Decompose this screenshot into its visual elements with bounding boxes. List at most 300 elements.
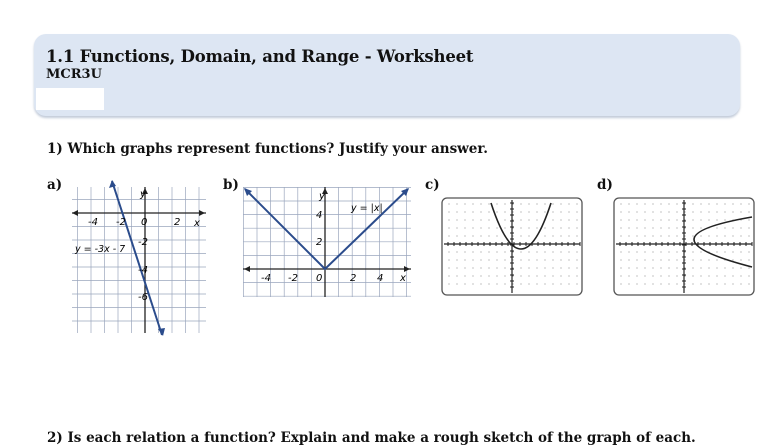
grid-dot — [544, 275, 545, 276]
grid-dot — [504, 211, 505, 212]
grid-dot — [504, 227, 505, 228]
grid-dot — [488, 267, 489, 268]
grid-dot — [620, 227, 621, 228]
grid-dot — [732, 283, 733, 284]
grid-dot — [464, 227, 465, 228]
grid-dot — [528, 251, 529, 252]
grid-dot — [724, 251, 725, 252]
grid-dot — [740, 251, 741, 252]
grid-dot — [708, 203, 709, 204]
grid-dot — [576, 203, 577, 204]
grid-dot — [544, 211, 545, 212]
grid-dot — [700, 211, 701, 212]
grid-dot — [456, 203, 457, 204]
grid-dot — [748, 283, 749, 284]
worksheet-title: 1.1 Functions, Domain, and Range - Worksheet — [46, 47, 474, 66]
grid-dot — [660, 211, 661, 212]
grid-dot — [628, 259, 629, 260]
grid-dot — [676, 259, 677, 260]
grid-dot — [560, 283, 561, 284]
grid-dot — [472, 251, 473, 252]
grid-dot — [660, 235, 661, 236]
part-d-label: d) — [597, 177, 613, 193]
grid-dot — [504, 203, 505, 204]
grid-dot — [668, 219, 669, 220]
grid-dot — [520, 219, 521, 220]
grid-dot — [456, 283, 457, 284]
grid-dot — [636, 275, 637, 276]
grid-dot — [576, 211, 577, 212]
grid-dot — [644, 259, 645, 260]
grid-dot — [552, 235, 553, 236]
grid-dot — [628, 283, 629, 284]
grid-dot — [668, 203, 669, 204]
grid-dot — [732, 227, 733, 228]
grid-dot — [528, 267, 529, 268]
grid-dot — [676, 251, 677, 252]
grid-dot — [724, 219, 725, 220]
grid-dot — [552, 275, 553, 276]
grid-dot — [472, 219, 473, 220]
grid-dot — [488, 235, 489, 236]
grid-dot — [568, 267, 569, 268]
grid-dot — [700, 259, 701, 260]
grid-dot — [716, 259, 717, 260]
grid-dot — [676, 219, 677, 220]
name-field-box — [36, 88, 104, 110]
grid-dot — [748, 259, 749, 260]
grid-dot — [652, 227, 653, 228]
grid-dot — [472, 203, 473, 204]
tick-label: 2 — [174, 217, 181, 228]
grid-dot — [464, 283, 465, 284]
grid-dot — [464, 219, 465, 220]
grid-dot — [716, 203, 717, 204]
grid-dot — [560, 235, 561, 236]
course-code: MCR3U — [46, 67, 102, 82]
header-banner — [34, 34, 740, 116]
grid-dot — [652, 203, 653, 204]
grid-dot — [472, 211, 473, 212]
grid-dot — [568, 211, 569, 212]
grid-dot — [748, 227, 749, 228]
grid-dot — [700, 251, 701, 252]
grid-dot — [448, 251, 449, 252]
grid-dot — [708, 235, 709, 236]
grid-dot — [496, 235, 497, 236]
grid-dot — [644, 283, 645, 284]
grid-dot — [620, 235, 621, 236]
grid-dot — [528, 227, 529, 228]
grid-dot — [692, 259, 693, 260]
grid-dot — [488, 251, 489, 252]
grid-dot — [576, 227, 577, 228]
grid-dot — [676, 203, 677, 204]
grid-dot — [472, 283, 473, 284]
tick-label: -2 — [288, 273, 298, 284]
grid-dot — [620, 267, 621, 268]
grid-dot — [552, 251, 553, 252]
grid-dot — [724, 235, 725, 236]
grid-dot — [560, 227, 561, 228]
grid-dot — [472, 235, 473, 236]
grid-dot — [676, 235, 677, 236]
grid-dot — [628, 267, 629, 268]
grid-dot — [700, 283, 701, 284]
grid-dot — [748, 203, 749, 204]
question-1: 1) Which graphs represent functions? Justify your answer. — [47, 141, 488, 157]
grid-dot — [628, 275, 629, 276]
grid-dot — [544, 251, 545, 252]
part-b-label: b) — [223, 177, 239, 193]
grid-dot — [480, 267, 481, 268]
grid-dot — [700, 203, 701, 204]
grid-dot — [636, 259, 637, 260]
grid-dot — [652, 259, 653, 260]
grid-dot — [668, 275, 669, 276]
grid-dot — [456, 227, 457, 228]
grid-dot — [652, 211, 653, 212]
grid-dot — [552, 211, 553, 212]
grid-dot — [724, 227, 725, 228]
grid-dot — [620, 219, 621, 220]
graph-d — [613, 197, 755, 296]
grid-dot — [740, 211, 741, 212]
grid-dot — [520, 227, 521, 228]
grid-dot — [660, 227, 661, 228]
grid-dot — [536, 251, 537, 252]
grid-dot — [708, 267, 709, 268]
grid-dot — [456, 235, 457, 236]
grid-dot — [692, 267, 693, 268]
grid-dot — [504, 283, 505, 284]
grid-dot — [576, 275, 577, 276]
grid-dot — [644, 267, 645, 268]
grid-dot — [668, 211, 669, 212]
grid-dot — [732, 211, 733, 212]
grid-dot — [740, 227, 741, 228]
y-axis-label: y — [319, 191, 325, 202]
grid-dot — [520, 211, 521, 212]
grid-dot — [448, 203, 449, 204]
grid-dot — [472, 275, 473, 276]
grid-dot — [708, 275, 709, 276]
grid-dot — [644, 219, 645, 220]
grid-dot — [708, 211, 709, 212]
grid-dot — [708, 283, 709, 284]
grid-dot — [660, 203, 661, 204]
grid-dot — [480, 259, 481, 260]
grid-dot — [652, 275, 653, 276]
grid-dot — [448, 235, 449, 236]
grid-dot — [732, 267, 733, 268]
grid-dot — [724, 283, 725, 284]
grid-dot — [676, 283, 677, 284]
grid-dot — [552, 259, 553, 260]
graph-b — [243, 187, 411, 297]
grid-dot — [716, 283, 717, 284]
grid-dot — [488, 275, 489, 276]
grid-dot — [456, 211, 457, 212]
tick-label: -2 — [116, 217, 126, 228]
grid-dot — [724, 275, 725, 276]
grid-dot — [620, 203, 621, 204]
grid-dot — [668, 227, 669, 228]
grid-dot — [716, 227, 717, 228]
grid-dot — [552, 219, 553, 220]
grid-dot — [692, 203, 693, 204]
grid-dot — [700, 219, 701, 220]
grid-dot — [480, 211, 481, 212]
grid-dot — [480, 283, 481, 284]
tick-label: -6 — [138, 292, 148, 303]
grid-dot — [636, 267, 637, 268]
grid-dot — [568, 275, 569, 276]
grid-dot — [568, 219, 569, 220]
equation-label: y = |x| — [351, 203, 383, 214]
grid-dot — [544, 267, 545, 268]
grid-dot — [644, 203, 645, 204]
grid-dot — [504, 275, 505, 276]
grid-dot — [568, 251, 569, 252]
grid-dot — [504, 267, 505, 268]
grid-dot — [668, 259, 669, 260]
grid-dot — [488, 203, 489, 204]
grid-dot — [700, 275, 701, 276]
grid-dot — [488, 219, 489, 220]
grid-dot — [488, 259, 489, 260]
grid-dot — [628, 227, 629, 228]
grid-dot — [472, 259, 473, 260]
grid-dot — [644, 211, 645, 212]
grid-dot — [472, 267, 473, 268]
grid-dot — [528, 259, 529, 260]
grid-dot — [620, 283, 621, 284]
grid-dot — [724, 267, 725, 268]
grid-dot — [748, 275, 749, 276]
grid-dot — [536, 259, 537, 260]
grid-dot — [748, 211, 749, 212]
grid-dot — [732, 251, 733, 252]
grid-dot — [552, 203, 553, 204]
tick-label: -4 — [261, 273, 271, 284]
grid-dot — [520, 267, 521, 268]
grid-dot — [496, 203, 497, 204]
grid-dot — [652, 251, 653, 252]
grid-dot — [576, 259, 577, 260]
grid-dot — [520, 283, 521, 284]
grid-dot — [528, 275, 529, 276]
x-axis-label: x — [194, 218, 200, 229]
grid-dot — [652, 267, 653, 268]
tick-label: 0 — [316, 273, 323, 284]
grid-dot — [448, 283, 449, 284]
grid-dot — [456, 219, 457, 220]
grid-dot — [652, 235, 653, 236]
grid-dot — [528, 203, 529, 204]
grid-dot — [488, 283, 489, 284]
grid-dot — [668, 235, 669, 236]
grid-dot — [628, 211, 629, 212]
y-axis-label: y — [140, 189, 146, 200]
grid-dot — [660, 283, 661, 284]
grid-dot — [644, 251, 645, 252]
grid-dot — [708, 259, 709, 260]
grid-dot — [668, 267, 669, 268]
tick-label: 0 — [141, 217, 148, 228]
grid-dot — [636, 235, 637, 236]
grid-dot — [708, 219, 709, 220]
part-a-label: a) — [47, 177, 63, 193]
grid-dot — [528, 235, 529, 236]
grid-dot — [748, 219, 749, 220]
grid-dot — [464, 259, 465, 260]
grid-dot — [520, 259, 521, 260]
grid-dot — [448, 267, 449, 268]
grid-dot — [644, 227, 645, 228]
grid-dot — [544, 227, 545, 228]
graph-c — [441, 197, 583, 296]
tick-label: 2 — [350, 273, 357, 284]
grid-dot — [504, 219, 505, 220]
grid-dot — [456, 251, 457, 252]
grid-dot — [740, 259, 741, 260]
grid-dot — [552, 267, 553, 268]
grid-dot — [700, 235, 701, 236]
grid-dot — [496, 227, 497, 228]
grid-dot — [716, 219, 717, 220]
grid-dot — [560, 219, 561, 220]
grid-dot — [748, 235, 749, 236]
grid-dot — [652, 219, 653, 220]
grid-dot — [552, 283, 553, 284]
grid-dot — [560, 251, 561, 252]
grid-dot — [576, 235, 577, 236]
grid-dot — [620, 251, 621, 252]
grid-dot — [660, 259, 661, 260]
grid-dot — [700, 267, 701, 268]
grid-dot — [448, 275, 449, 276]
grid-dot — [716, 211, 717, 212]
grid-dot — [660, 267, 661, 268]
grid-dot — [724, 203, 725, 204]
grid-dot — [456, 275, 457, 276]
grid-dot — [496, 267, 497, 268]
grid-dot — [520, 203, 521, 204]
grid-dot — [448, 259, 449, 260]
grid-dot — [636, 211, 637, 212]
grid-dot — [448, 211, 449, 212]
grid-dot — [464, 203, 465, 204]
grid-dot — [716, 267, 717, 268]
grid-dot — [636, 251, 637, 252]
grid-dot — [636, 283, 637, 284]
grid-dot — [576, 219, 577, 220]
grid-dot — [536, 267, 537, 268]
grid-dot — [676, 227, 677, 228]
grid-dot — [716, 251, 717, 252]
grid-dot — [748, 267, 749, 268]
grid-dot — [692, 235, 693, 236]
tick-label: -2 — [138, 237, 148, 248]
tick-label: -4 — [138, 265, 148, 276]
x-axis-label: x — [400, 273, 406, 284]
grid-dot — [668, 283, 669, 284]
grid-dot — [544, 283, 545, 284]
grid-dot — [544, 203, 545, 204]
grid-dot — [448, 219, 449, 220]
tick-label: 4 — [316, 210, 323, 221]
grid-dot — [504, 251, 505, 252]
line-a — [112, 181, 162, 335]
grid-dot — [504, 259, 505, 260]
grid-dot — [456, 267, 457, 268]
grid-dot — [692, 251, 693, 252]
grid-dot — [620, 275, 621, 276]
grid-dot — [552, 227, 553, 228]
graph-a — [72, 187, 206, 333]
grid-dot — [576, 267, 577, 268]
grid-dot — [732, 235, 733, 236]
grid-dot — [676, 275, 677, 276]
grid-dot — [536, 283, 537, 284]
grid-dot — [716, 235, 717, 236]
grid-dot — [692, 275, 693, 276]
grid-dot — [692, 211, 693, 212]
part-c-label: c) — [425, 177, 440, 193]
grid-dot — [488, 227, 489, 228]
grid-dot — [536, 275, 537, 276]
grid-dot — [528, 219, 529, 220]
grid-dot — [480, 235, 481, 236]
question-2: 2) Is each relation a function? Explain and make a rough sketch of the graph of each. — [47, 430, 696, 446]
grid-dot — [740, 203, 741, 204]
grid-dot — [464, 235, 465, 236]
grid-dot — [568, 227, 569, 228]
grid-dot — [536, 227, 537, 228]
grid-dot — [464, 267, 465, 268]
grid-dot — [620, 211, 621, 212]
grid-dot — [448, 227, 449, 228]
grid-dot — [464, 251, 465, 252]
grid-dot — [576, 251, 577, 252]
grid-dot — [528, 283, 529, 284]
grid-dot — [628, 251, 629, 252]
grid-dot — [732, 259, 733, 260]
grid-dot — [536, 203, 537, 204]
grid-dot — [520, 251, 521, 252]
grid-dot — [496, 283, 497, 284]
grid-dot — [480, 251, 481, 252]
grid-dot — [660, 275, 661, 276]
grid-dot — [724, 211, 725, 212]
grid-dot — [560, 259, 561, 260]
grid-dot — [628, 235, 629, 236]
grid-dot — [740, 275, 741, 276]
grid-dot — [692, 283, 693, 284]
grid-dot — [636, 227, 637, 228]
grid-dot — [692, 219, 693, 220]
grid-dot — [568, 283, 569, 284]
grid-dot — [636, 203, 637, 204]
grid-dot — [568, 259, 569, 260]
grid-dot — [536, 219, 537, 220]
grid-dot — [464, 275, 465, 276]
grid-dot — [568, 203, 569, 204]
grid-dot — [620, 259, 621, 260]
grid-dot — [496, 211, 497, 212]
grid-dot — [692, 227, 693, 228]
